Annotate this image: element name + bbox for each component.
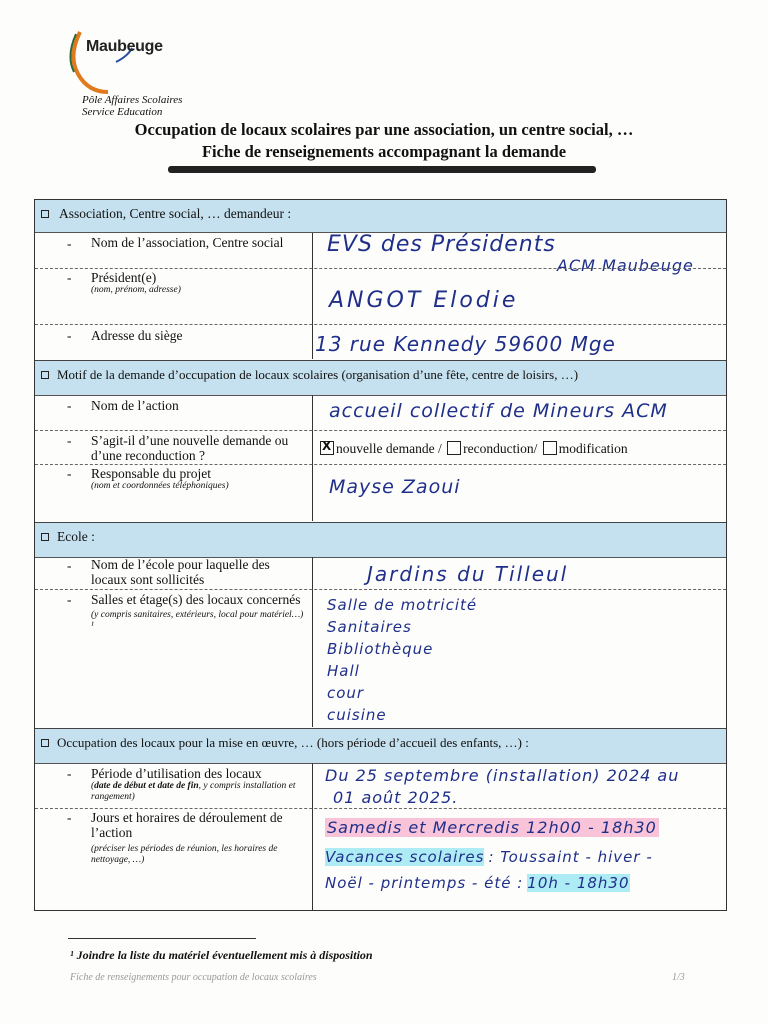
field-value-action[interactable]: accueil collectif de Mineurs ACM (329, 400, 668, 422)
field-label-periode (91, 766, 306, 803)
president-hint: (nom, prénom, adresse) (91, 285, 181, 295)
jours-line-3 (325, 874, 630, 893)
section-demandeur (35, 200, 726, 233)
logo-text: Maubeuge (86, 38, 163, 55)
running-footer: Fiche de renseignements pour occupation de locaux scolaires (70, 972, 317, 983)
row-separator (35, 430, 726, 431)
page-number: 1/3 (672, 972, 685, 983)
salle-item[interactable]: Sanitaires (327, 618, 412, 636)
row-dash: - (67, 328, 72, 343)
column-divider (312, 233, 313, 359)
row-dash: - (67, 270, 72, 285)
option-modification-label: modification (558, 441, 628, 456)
field-value-periode-2[interactable]: 01 août 2025. (333, 788, 459, 807)
salle-item[interactable]: Salle de motricité (327, 596, 478, 614)
responsable-label: Responsable du projet (91, 466, 211, 481)
bullet-square-icon (41, 533, 49, 541)
footnote: ¹ Joindre la liste du matériel éventuellement mis à disposition (70, 948, 373, 962)
field-label-jours (91, 810, 306, 866)
row-separator (35, 464, 726, 465)
checkbox-reconduction[interactable] (447, 441, 461, 455)
salles-label: Salles et étage(s) des locaux concernés (91, 592, 301, 607)
row-separator (35, 589, 726, 590)
section-heading: Association, Centre social, … demandeur : (59, 206, 292, 221)
president-label: Président(e) (91, 270, 157, 285)
demand-type-options (318, 441, 628, 457)
salles-hint: (y compris sanitaires, extérieurs, local pour matériel…) ¹ (91, 610, 304, 631)
salle-item[interactable]: Hall (327, 662, 360, 680)
periode-hint-bold: date de début et date de fin (94, 781, 199, 791)
field-label-ecole: Nom de l’école pour laquelle des locaux sont sollicités (91, 557, 270, 587)
field-label-nom: Nom de l’association, Centre social (91, 235, 284, 250)
column-divider (312, 557, 313, 727)
department-line-2: Service Education (82, 106, 163, 118)
periodes-detail[interactable]: Noël - printemps - été : (325, 874, 524, 892)
field-label-responsable (91, 466, 306, 492)
vacances-highlight[interactable]: Vacances scolaires (325, 848, 485, 866)
field-value-ecole[interactable]: Jardins du Tilleul (367, 562, 569, 586)
field-label-adresse: Adresse du siège (91, 328, 183, 343)
row-dash: - (67, 558, 72, 573)
row-dash: - (67, 766, 72, 781)
section-motif (35, 360, 726, 396)
request-form (34, 199, 727, 911)
field-value-president[interactable]: ANGOT Elodie (329, 288, 519, 313)
bullet-square-icon (41, 210, 49, 218)
row-dash: - (67, 236, 72, 251)
salle-item[interactable]: cour (327, 684, 365, 702)
option-nouvelle-label: nouvelle demande / (336, 441, 442, 456)
field-value-adresse[interactable]: 13 rue Kennedy 59600 Mge (315, 332, 616, 356)
salles-list (327, 594, 477, 726)
row-dash: - (67, 592, 72, 607)
field-label-president (91, 270, 306, 296)
row-separator (35, 808, 726, 809)
section-occupation (35, 728, 726, 764)
field-label-action: Nom de l’action (91, 398, 179, 413)
bullet-square-icon (41, 371, 49, 379)
periode-hint: (date de début et date de fin, y compris installation et rangement) (91, 781, 296, 802)
jours-label: Jours et horaires de déroulement de l’action (91, 810, 283, 840)
section-heading: Occupation des locaux pour la mise en œuvre, … (hors période d’accueil des enfants, …) : (57, 735, 529, 750)
field-value-nom-2[interactable]: ACM Maubeuge (557, 256, 694, 275)
title-underline (168, 166, 596, 173)
periode-label: Période d’utilisation des locaux (91, 766, 262, 781)
horaires-highlight[interactable]: 10h - 18h30 (527, 874, 630, 892)
salle-item[interactable]: cuisine (327, 706, 387, 724)
column-divider (312, 395, 313, 521)
salle-item[interactable]: Bibliothèque (327, 640, 434, 658)
checkbox-modification[interactable] (543, 441, 557, 455)
field-value-nom[interactable]: EVS des Présidents (327, 232, 556, 257)
field-value-jours-1[interactable]: Samedis et Mercredis 12h00 - 18h30 (327, 818, 657, 837)
department-line-1: Pôle Affaires Scolaires (82, 94, 183, 106)
jours-hint: (préciser les périodes de réunion, les horaires de nettoyage, …) (91, 844, 278, 865)
row-dash: - (67, 433, 72, 448)
field-label-nouvelle: S’agit-il d’une nouvelle demande ou d’une reconduction ? (91, 433, 289, 463)
option-reconduction-label: reconduction/ (463, 441, 538, 456)
footnote-rule (68, 938, 256, 939)
row-dash: - (67, 398, 72, 413)
column-divider (312, 763, 313, 911)
field-value-responsable[interactable]: Mayse Zaoui (329, 476, 461, 498)
field-label-salles (91, 592, 306, 632)
field-value-periode-1[interactable]: Du 25 septembre (installation) 2024 au (325, 766, 680, 785)
bullet-square-icon (41, 739, 49, 747)
row-separator (35, 324, 726, 325)
jours-line-2 (325, 848, 653, 867)
row-separator (35, 268, 726, 269)
document-subtitle: Fiche de renseignements accompagnant la demande (201, 142, 567, 161)
section-ecole (35, 522, 726, 558)
responsable-hint: (nom et coordonnées téléphoniques) (91, 481, 229, 491)
section-heading: Ecole : (57, 529, 95, 544)
periode-hint-rest: , y compris installation et rangement) (91, 781, 296, 802)
vacances-detail[interactable]: : Toussaint - hiver - (488, 848, 653, 866)
department (82, 94, 182, 118)
section-heading: Motif de la demande d’occupation de locaux scolaires (organisation d’une fête, centre de loisirs, …) (57, 367, 579, 382)
row-dash: - (67, 810, 72, 825)
row-dash: - (67, 466, 72, 481)
checkbox-nouvelle[interactable] (320, 441, 334, 455)
document-title: Occupation de locaux scolaires par une association, un centre social, … (134, 120, 634, 139)
